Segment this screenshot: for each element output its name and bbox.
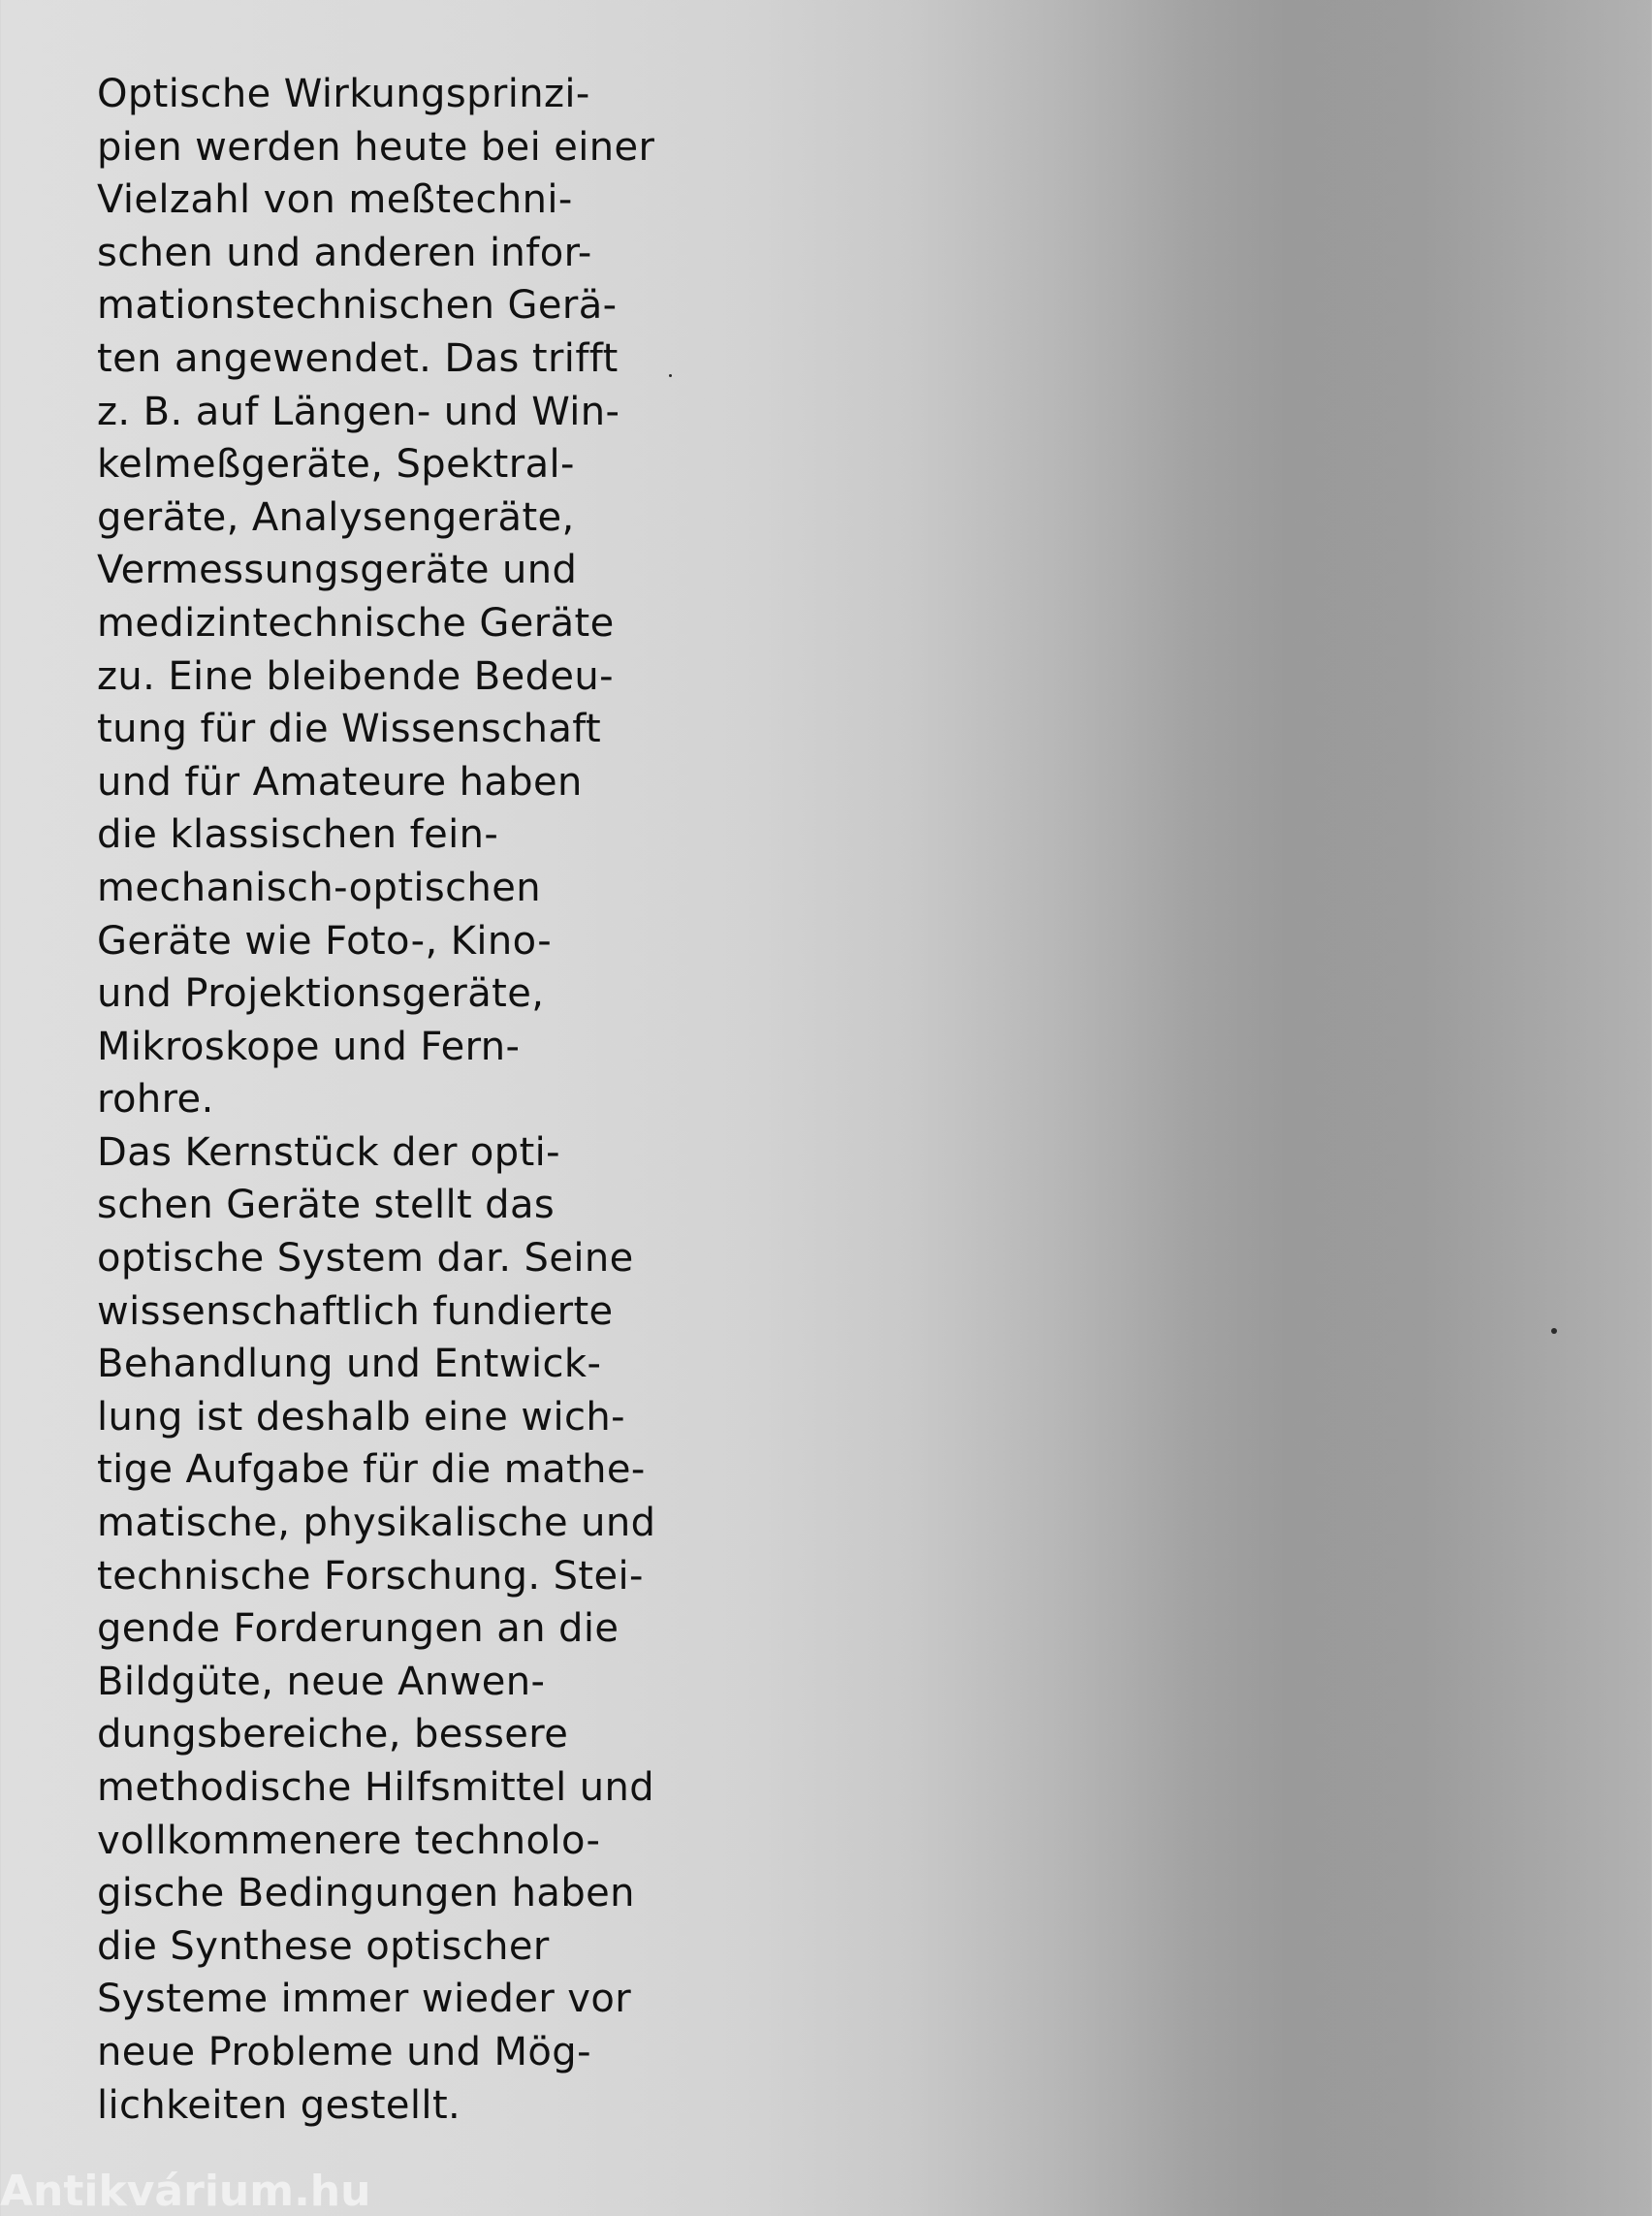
text-line: Systeme immer wieder vor — [97, 1977, 632, 2022]
text-line: schen und anderen infor- — [97, 230, 592, 275]
text-line: gische Bedingungen haben — [97, 1871, 635, 1916]
text-line: optische System dar. Seine — [97, 1236, 634, 1282]
text-line: rohre. — [97, 1077, 214, 1123]
text-line: matische, physikalische und — [97, 1501, 656, 1546]
text-line: wissenschaftlich fundierte — [97, 1288, 614, 1334]
text-line: Das Kernstück der opti- — [97, 1129, 561, 1175]
text-line: gende Forderungen an die — [97, 1606, 620, 1652]
dust-speck — [669, 374, 672, 377]
text-line: medizintechnische Geräte — [97, 600, 615, 646]
text-line: mationstechnischen Gerä- — [97, 283, 618, 329]
watermark: Antikvárium.hu — [0, 2167, 371, 2216]
text-line: pien werden heute bei einer — [97, 124, 655, 170]
text-line: geräte, Analysengeräte, — [97, 494, 575, 540]
text-line: mechanisch-optischen — [97, 865, 542, 910]
text-line: Vermessungsgeräte und — [97, 548, 578, 593]
text-line: neue Probleme und Mög- — [97, 2029, 591, 2074]
text-line: ten angewendet. Das trifft — [97, 335, 619, 381]
text-line: z. B. auf Längen- und Win- — [97, 389, 620, 434]
text-line: methodische Hilfsmittel und — [97, 1765, 655, 1810]
text-line: und Projektionsgeräte, — [97, 971, 545, 1017]
text-line: Geräte wie Foto-, Kino- — [97, 918, 553, 964]
dust-speck — [1551, 1328, 1557, 1334]
text-line: Optische Wirkungsprinzi- — [97, 72, 590, 116]
paragraph-2 — [97, 1126, 698, 2132]
text-line: schen Geräte stellt das — [97, 1183, 556, 1228]
text-line: Behandlung und Entwick- — [97, 1342, 602, 1387]
text-line: und für Amateure haben — [97, 759, 583, 805]
text-line: die klassischen fein- — [97, 812, 499, 858]
text-line: vollkommenere technolo- — [97, 1818, 601, 1863]
text-line: tige Aufgabe für die mathe- — [97, 1447, 646, 1493]
text-line: dungsbereiche, bessere — [97, 1712, 569, 1757]
text-line: Bildgüte, neue Anwen- — [97, 1659, 546, 1704]
text-line: lichkeiten gestellt. — [97, 2082, 461, 2128]
text-line: zu. Eine bleibende Bedeu- — [97, 653, 614, 699]
text-line: Vielzahl von meßtechni- — [97, 177, 573, 223]
text-line: Mikroskope und Fern- — [97, 1024, 521, 1069]
text-line: kelmeßgeräte, Spektral- — [97, 442, 575, 488]
text-line: die Synthese optischer — [97, 1923, 550, 1969]
text-line: technische Forschung. Stei- — [97, 1553, 644, 1599]
body-text — [97, 68, 698, 2132]
paragraph-1 — [97, 68, 698, 1126]
text-line: tung für die Wissenschaft — [97, 707, 602, 752]
text-line: lung ist deshalb eine wich- — [97, 1394, 625, 1440]
